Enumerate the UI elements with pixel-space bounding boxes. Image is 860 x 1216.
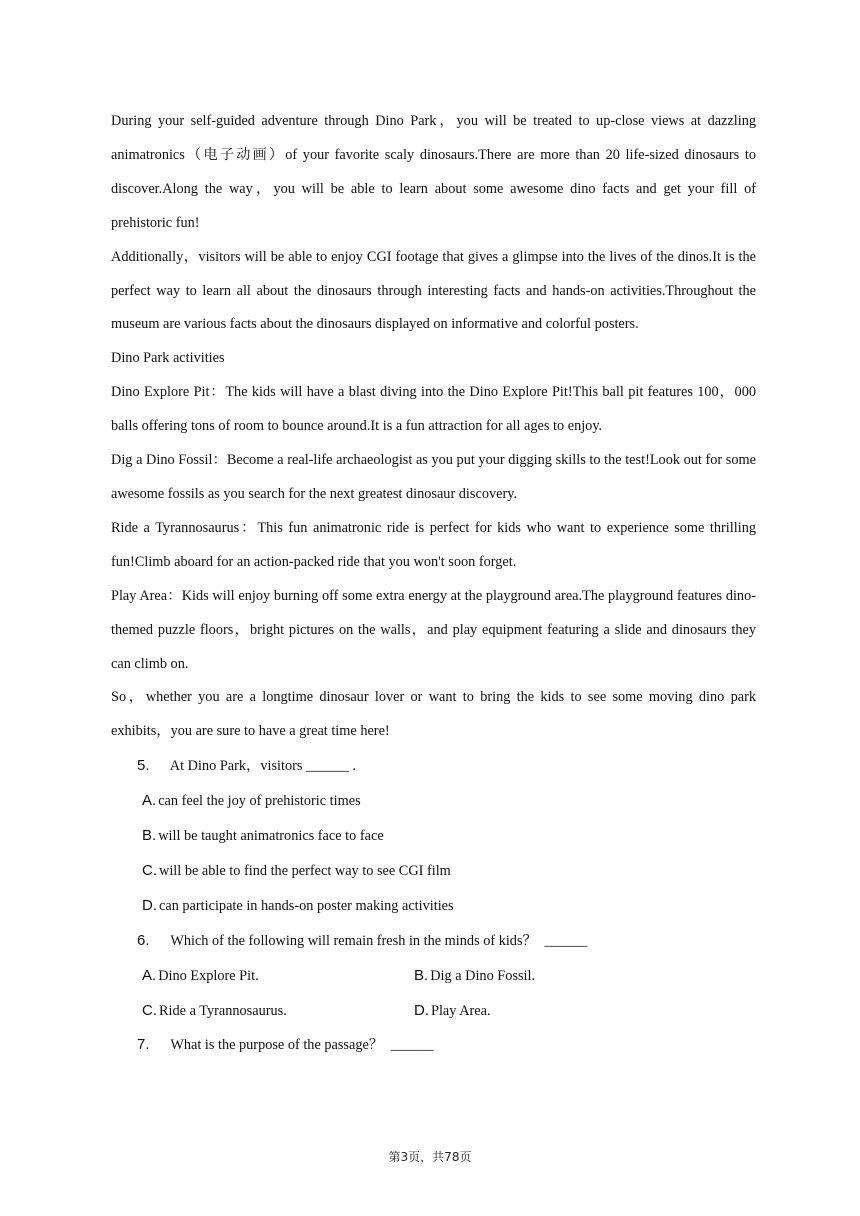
paragraph-play-area: Play Area：Kids will enjoy burning off some extra energy at the playground area.The playground features dino-themed puzzle floors，bright pictures on the walls，and play equipment featuring a slide and dinosaurs they can climb on. (111, 587, 756, 672)
document-body (111, 105, 756, 1063)
answer-blank: ______ (390, 1037, 434, 1054)
option-letter: A. (142, 792, 157, 810)
option-6a (142, 959, 414, 994)
option-text: will be taught animatronics face to face (158, 828, 384, 845)
paragraph-ride: Ride a Tyrannosaurus：This fun animatronic ride is perfect for kids who want to experience some thrilling fun!Climb aboard for an action-packed ride that you won't soon forget. (111, 519, 756, 570)
question-7 (111, 1028, 756, 1063)
option-row-6ab (111, 959, 756, 994)
option-5a (111, 784, 756, 819)
option-6d (414, 994, 686, 1029)
question-number: 6. (137, 931, 150, 949)
question-text: Which of the following will remain fresh in the minds of kids？ (170, 932, 537, 949)
option-text: Dino Explore Pit. (158, 967, 259, 984)
question-text: What is the purpose of the passage？ (170, 1037, 384, 1054)
paragraph-intro: During your self-guided adventure through Dino Park，you will be treated to up-close views at dazzling animatronics（电子动画）of your favorite scaly dinosaurs.There are more than 20 life-sized dinosaurs to discover.Along the way，you will be able to learn about some awesome dino facts and get your fill of prehistoric fun! (111, 113, 756, 231)
paragraph-cgi: Additionally，visitors will be able to enjoy CGI footage that gives a glimpse into the lives of the dinos.It is the perfect way to learn all about the dinosaurs through interesting facts and hands-on activities.Throughout the museum are various facts about the dinosaurs displayed on informative and colorful posters. (111, 248, 756, 333)
question-text: At Dino Park，visitors ______ . (169, 758, 357, 775)
option-5b (111, 819, 756, 854)
paragraph-conclusion: So，whether you are a longtime dinosaur lover or want to bring the kids to see some moving dino park exhibits，you are sure to have a great time here! (111, 689, 756, 740)
option-letter: C. (142, 1001, 157, 1019)
option-6c (142, 994, 414, 1029)
option-5d (111, 889, 756, 924)
question-number: 7. (137, 1036, 150, 1054)
option-5c (111, 854, 756, 889)
option-letter: D. (414, 1001, 429, 1019)
answer-blank: ______ (544, 932, 588, 949)
option-text: Dig a Dino Fossil. (430, 967, 536, 984)
option-letter: D. (142, 896, 157, 914)
section-heading: Dino Park activities (111, 350, 225, 367)
option-text: can participate in hands-on poster making activities (159, 897, 454, 914)
option-letter: C. (142, 861, 157, 879)
option-letter: B. (414, 966, 429, 984)
page-footer: 第3页，共78页 (388, 1150, 472, 1164)
question-6 (111, 924, 756, 959)
option-text: Play Area. (431, 1002, 491, 1019)
paragraph-dig-fossil: Dig a Dino Fossil：Become a real-life archaeologist as you put your digging skills to the test!Look out for some awesome fossils as you search for the next greatest dinosaur discovery. (111, 452, 756, 502)
option-text: can feel the joy of prehistoric times (158, 793, 361, 810)
option-6b (414, 959, 686, 994)
option-letter: A. (142, 966, 157, 984)
paragraph-explore-pit: Dino Explore Pit：The kids will have a blast diving into the Dino Explore Pit!This ball pit features 100，000 balls offering tons of room to bounce around.It is a fun attraction for all ages to enjoy. (111, 384, 756, 435)
question-5 (111, 749, 756, 784)
option-text: Ride a Tyrannosaurus. (159, 1002, 287, 1019)
option-row-6cd (111, 994, 756, 1029)
option-text: will be able to find the perfect way to see CGI film (159, 862, 451, 879)
option-letter: B. (142, 827, 157, 845)
question-number: 5. (137, 757, 150, 775)
